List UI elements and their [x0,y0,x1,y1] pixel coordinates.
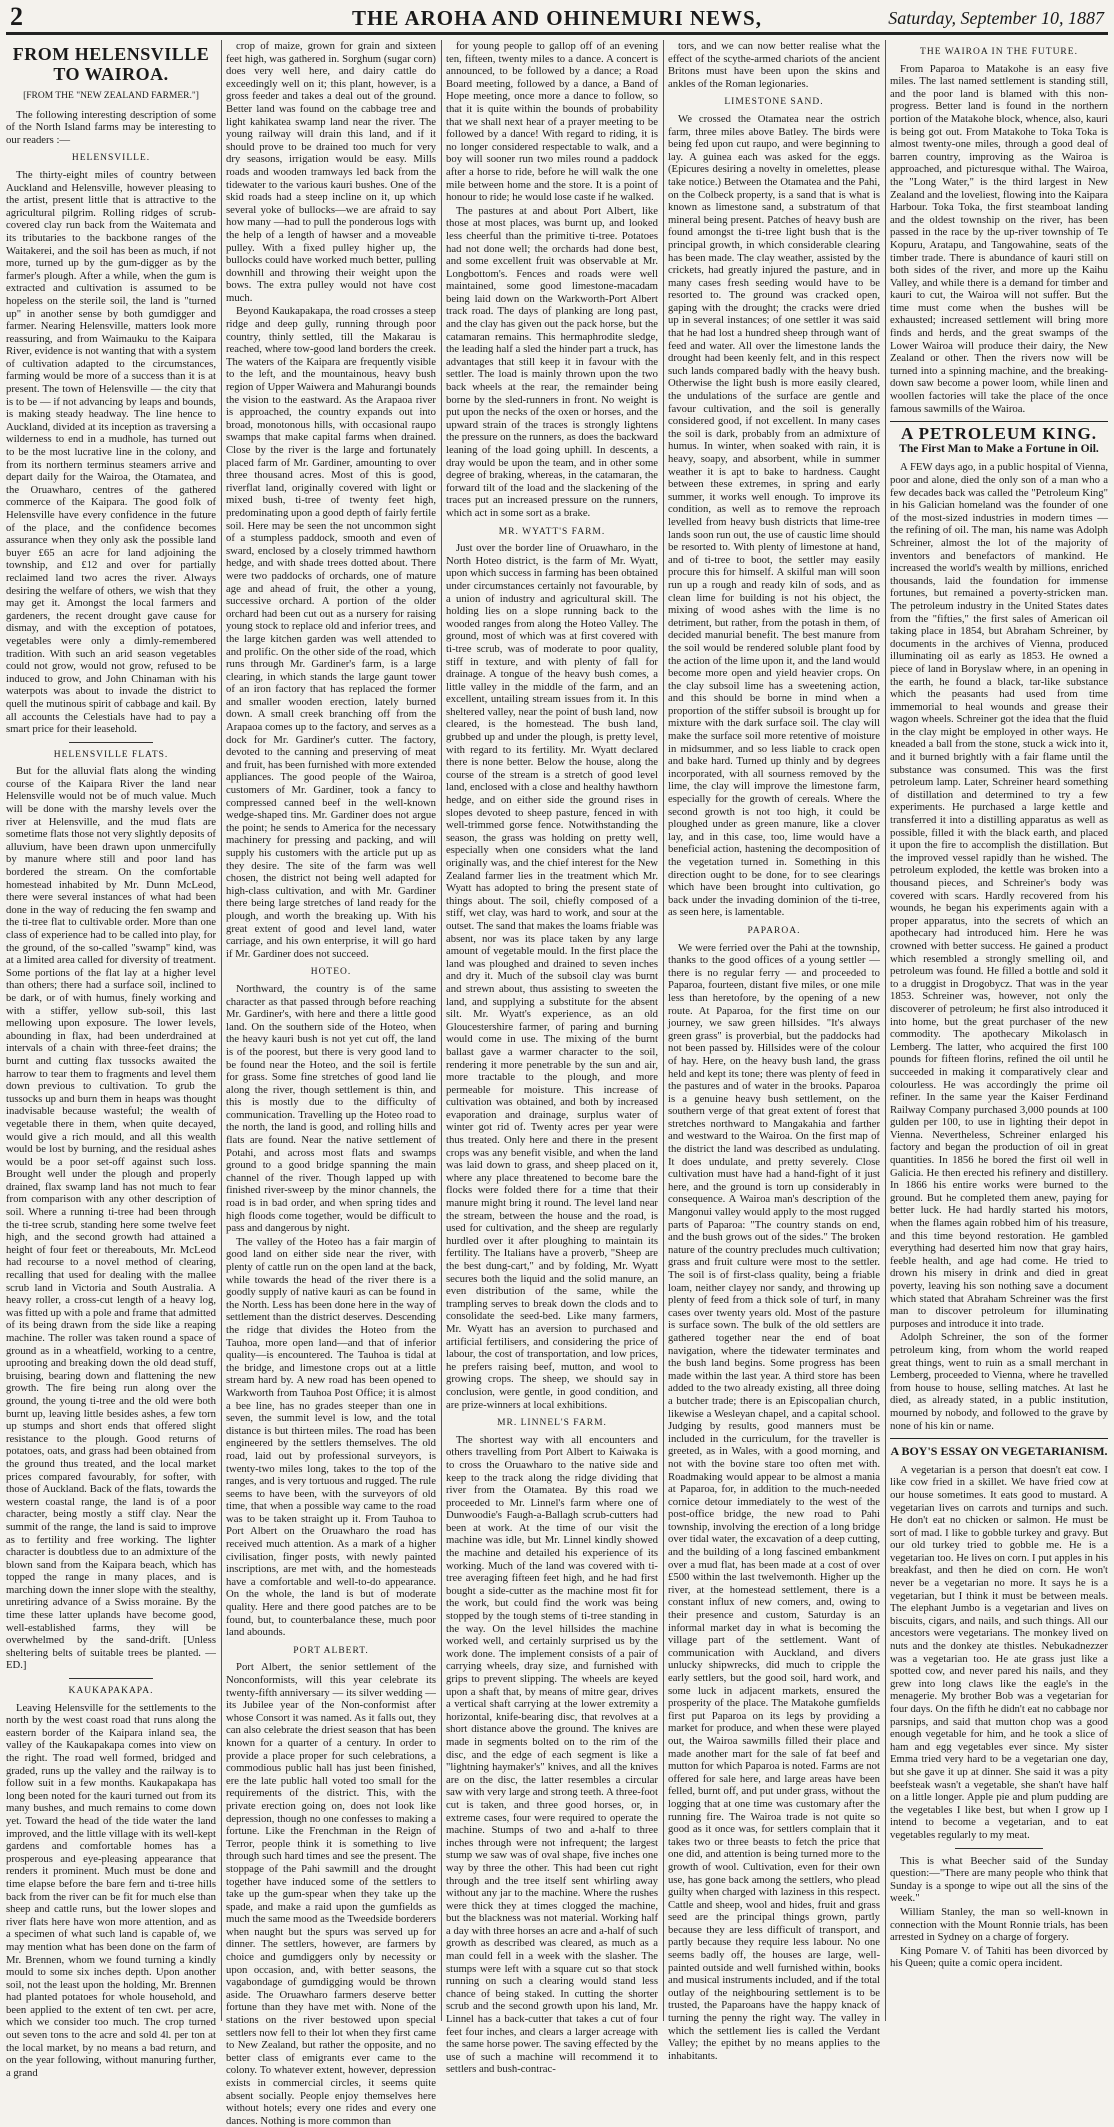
paragraph: William Stanley, the man so well-known in connection with the Mount Ronnie trials, has been arrested in Sydney on a charge of forgery. [890,1905,1108,1944]
paragraph: The following interesting description of some of the North Island farms may be interesting to our readers :— [6,108,216,146]
section-heading: PAPAROA. [747,925,801,936]
section-heading: HELENSVILLE FLATS. [53,749,169,760]
divider [69,1678,153,1679]
article-subheadline: The First Man to Make a Fortune in Oil. [899,442,1099,455]
column-rule [885,40,886,2021]
paragraph: Just over the border line of Oruawharo, in the North Hoteo district, is the farm of Mr. Wyatt, upon which success in farming has been obtained under circumstances certainly not favourable, by a union of industry and agricultural skill. The holding lies on a slope running back to the wooded ranges from along the Hoteo Valley. The ground, most of which was at first covered with ti-tree scrub, was of moderate to poor quality, stiff in texture, and with plenty of fall for drainage. A tongue of the heavy bush comes, a little valley in the middle of the farm, and an excellent, untailing stream issues from it. In this sheltered valley, near the point of bush land, now cleared, is the homestead. The bush land, grubbed up and under the plough, is pretty level, with regard to its fertility. Mr. Wyatt declared there is none better. Below the house, along the course of the stream is a stretch of good level land, enclosed with a close and healthy hawthorn hedge, and on either side the ground rises in slopes devoted to sheep pasture, fenced in with well-trimmed gorse fence. Notwithstanding the season, the grass was holding on pretty well, especially when one considers what the land originally was, and the chief interest for the New Zealand farmer lies in the treatment which Mr. Wyatt has adopted to bring the present state of things about. The soil, chiefly composed of a stiff, wet clay, was hard to work, and sour at the outset. The sand that makes the loams friable was absent, nor was its place taken by any large amount of vegetable mould. In the first place the land was ploughed and drained to seven inches and dry it. Much of the subsoil clay was burnt and strewn about, thus assisting to sweeten the land, and supplying a substitute for the absent silt. Mr. Wyatt's experience, as an old Gloucestershire farmer, of paring and burning would come in use. The mixing of the burnt ballast gave a warmer character to the soil, rendering it more penetrable by the sun and air, more tractable to the plough, and more permeable for moisture. This increase of cultivation was obtained, and both by increased evaporation and drainage, surplus water of winter got rid of. Twenty acres per year were thus treated. Only here and there in the present crops was any benefit visible, and when the land was laid down to grass, and sheep placed on it, where any place threatened to become bare the flocks were folded there for a time that their manure might bring it round. The level land near the stream, between the house and the road, is used for cultivation, and the sheep are regularly hurdled over it after ploughing to maintain its fertility. The Italians have a proverb, "Sheep are the best dung-cart," and by folding, Mr. Wyatt secures both the liquid and the solid manure, an even distribution of the same, while the trampling serves to break down the clods and to consolidate the seed-bed. Like many farmers, Mr. Wyatt has an aversion to purchased and artificial fertilisers, and considering the price of labour, the cost of transportation, and low prices, he prefers raising beef, mutton, and wool to growing crops. The sheep, we should say in conclusion, were gentle, in good condition, and are prize-winners at local exhibitions. [446,542,659,1411]
section-heading: KAUKAPAKAPA. [68,1686,154,1697]
column-3 [446,40,659,2076]
paragraph: The thirty-eight miles of country between Auckland and Helensville, however pleasing to the artist, present little that is attractive to the agricultural pilgrim. Rolling ridges of scrub-covered clay run back from the Waitemata and its tributaries to the backbone ranges of the Waitakerei, and the soil has been as much, if not more, turned up by the gum-digger as by the farmer's plough. After a while, when the gum is extracted and cultivation is assumed to be hopeless on the sterile soil, the land is "turned up" in another sense by both gumdigger and farmer. Nearing Helensville, matters look more reassuring, and from Waimauku to the Kaipara River, evidence is not wanting that with a system of cultivation adapted to the circumstances, farming would be more of a success than it is at present. The town of Helensville — the city that is to be — if not advancing by leaps and bounds, is making steady headway. The line hence to Auckland, divided at its inception as traversing a wilderness to end in a mudhole, has turned out to be the most lucrative line in the colony, and from its northern terminus steamers arrive and depart daily for the Wairoa, the Otamatea, and the Oruawharo, centres of the gathered commerce of the Kaipara. The good folk of Helensville have every confidence in the future of the place, and the confidence becomes assurance when they only ask the possible land buyer £65 an acre for land adjoining the township, and £12 and over for partially reclaimed land two acres the river. Always desiring the welfare of others, we wish that they may get it. Amongst the local farmers and gardeners, the recent drought gave cause for dismay, and with the exception of potatoes, vegetables were only a dimly-remembered tradition. With such an arid season vegetables could not grow, would not grow, refused to be induced to grow, and John Chinaman with his waterpots was about to invade the district to quell the mutinous spirit of cabbage and kail. By all accounts the Celestials have had to pay a smart price for their leasehold. [6,168,217,736]
column-rule [663,40,664,2021]
paragraph: This is what Beecher said of the Sunday question:—"There are many people who think that Sunday is a sponge to wipe out all the sins of the week." [890,1854,1108,1905]
masthead [6,2,1108,34]
newspaper-title: THE AROHA AND OHINEMURI NEWS, [352,6,762,30]
paragraph: Northward, the country is of the same character as that passed through before reaching Mr. Gardiner's, with here and there a little good land. On the southern side of the Hoteo, when the heavy kauri bush is not yet cut off, the land is of the poorest, but there is very good land to be found near the Hoteo, and the soil is fertile for grass. Some fine stretches of good land lie along the river, though settlement is thin, and this is mostly due to the difficulty of communication. Travelling up the Hoteo road to the north, the land is good, and rolling hills and flats are found. Near the native settlement of Potahi, and across most flats and swamps ground to a good bridge spanning the main channel of the river. Though lapped up with finished river-sweep by the minor channels, the road is in bad order, and when spring tides and high floods come together, would be difficult to pass and dangerous by night. [226,982,436,1235]
divider [890,1438,1108,1439]
page-number: 2 [10,2,23,31]
paragraph: A FEW days ago, in a public hospital of Vienna, poor and alone, died the only son of a man who a few decades back was called the "Petroleum King" in his Galician homeland was the founder of one of the most-sized industries in modern times — the refining of oil. The man, his name was Adolph Schreiner, almost the lot of the majority of inventors and benefactors of mankind. He increased the world's wealth by millions, enriched thousands, laid the foundation for immense fortunes, but remained a poverty-stricken man. The petroleum industry in the United States dates from the "fifties," the first sales of American oil taking place in 1854, but Abraham Schreiner, by documents in the archives of Vienna, produced illuminating oil as early as 1853. He owned a piece of land in Boryslaw where, in an opening in the earth, he found a black, tar-like substance which the peasants had used from time immemorial to heal wounds and grease their wagon wheels. Schreiner got the idea that the fluid in the clay might be employed in other ways. He kneaded a ball from the stone, stuck a wick into it, and it burned brightly with a fair flame until the substance was consumed. This was the first petroleum lamp. Later, Schreiner heard something of distillation and determined to try a few experiments. He purchased a large kettle and transferred it into a distilling apparatus as well as possible, filled it with the black earth, and placed it upon the fire to accomplish the distillation. But the improved vessel rapidly than he wished. The petroleum exploded, the kettle was broken into a thousand pieces, and Schreiner's body was covered with scars. Hardly recovered from his wounds, he began his experiments again with a proper apparatus, into the secrets of which an apothecary had introduced him. Here he was crowned with better success. He gained a product which resembled a strongly smelling oil, and petroleum was found. He filled a bottle and sold it to a druggist in Drogobycz. That was in the year 1853. Schreiner was, however, not only the discoverer of petroleum; he first also introduced it into home, but the great purchaser of the new commodity. The apothecary Mikolasch in Lemberg. The latter, who acquired the first 100 pounds for fifteen florins, refined the oil until he succeeded in making it comparatively clear and colourless. He was accordingly the prime oil refiner. In the same year the Kaiser Ferdinand Railway Company purchased 3,000 pounds at 100 gulden per 100, to use in lighting their depot in Vienna. Nevertheless, Schreiner enlarged his factory and began the production of oil in great quantities. In 1856 he bored the first oil well in Galicia. He then erected his refinery and distillery. In 1866 his entire works were burned to the ground. But he completed them anew, paying for better luck. He had hardly started his motors, when the flames again robbed him of his treasure, and this time beyond restoration. He gambled everything had deserted him now that gray hairs, feeble health, and age had come. He tried to drown his misery in drink and died in great poverty, leaving his son nothing save a document which stated that Abraham Schreiner was the first man to discover petroleum for illuminating purposes and introduce it into trade. [890,461,1108,1330]
paragraph: Adolph Schreiner, the son of the former petroleum king, from whom the world reaped great things, went to ruin as a small merchant in Lemberg, proceeded to Vienna, where he travelled from house to house, selling matches. At last he died, as already stated, in a public institution, mourned by nobody, and followed to the grave by none of his kin or name. [890,1331,1108,1432]
article-source: [FROM THE "NEW ZEALAND FARMER."] [23,91,199,101]
column-1 [6,40,217,2079]
paragraph: tors, and we can now better realise what the effect of the scythe-armed chariots of the ancient Britons must have been upon the skins and ankles of the Roman legionaries. [668,40,880,90]
article-headline: FROM HELENSVILLE TO WAIROA. [12,44,210,84]
column-2 [226,40,436,2127]
paragraph: Beyond Kaukapakapa, the road crosses a steep ridge and deep gully, running through poor country, thinly settled, till the Makarau is reached, where tow-good land borders the creek. The waters of the Kaipara are frequently visible to the left, and the mountainous, heavy bush region of Upper Waiwera and Mahurangi bounds the vision to the eastward. As the Arapaoa river is approached, the country expands out into broad, monotonous hills, with occasional raupo swamps that make capital farms when drained. Close by the river is the large and fortunately placed farm of Mr. Gardiner, amounting to over three thousand acres. Most of this is good, riverflat land, originally covered with light or mixed bush, ti-tree of twenty feet high, predominating upon a good depth of fairly fertile soil. Here may be seen the not uncommon sight of a stumpless paddock, smooth and even of sward, enclosed by a closely trimmed hawthorn hedge, and with shade trees dotted about. There were two paddocks of orchards, one of mature age and ahead of fruit, the other a young, successive orchard. A portion of the older orchard had been cut out as a nursery for raising young stock to replace old and inferior trees, and the large kitchen garden was well attended to and prolific. On the other side of the road, which runs through Mr. Gardiner's farm, is a large clearing, in which stands the large gaunt tower of an iron factory that has replaced the former and smaller wooden erection, lately burned down. A small creek branching off from the Arapaoa comes up to the factory, and serves as a dock for Mr. Gardiner's cutter. The factory, devoted to the canning and preserving of meat and fruit, has been furnished with more extended appliances. The good people of the Wairoa, customers of Mr. Gardiner, took a fancy to compressed canned beef in the well-known wedge-shaped tins. Mr. Gardiner does not argue the point; he sends to America for the necessary machinery for pressing and packing, and will supply his customers with the article put up as they desire. The site of the farm was well chosen, the district not being well adapted for high-class cultivation, and with Mr. Gardiner there being large stretches of land ready for the plough, and worth the breaking up. With his great extent of good and level land, water carriage, and his own enterprise, it will go hard if Mr. Gardiner does not succeed. [226,305,436,960]
column-rule [221,40,222,2021]
section-heading: MR. LINNEL'S FARM. [497,1418,607,1429]
divider [955,1848,1042,1849]
column-5 [890,40,1108,2021]
section-heading: PORT ALBERT. [293,1645,369,1656]
masthead-rule [6,34,1108,35]
paragraph: The valley of the Hoteo has a fair margin of good land on either side near the river, with plenty of cattle run on the open land at the back, while towards the head of the river there is a goodly supply of native kauri as can be found in the North. Less has been done here in the way of settlement than the district deserves. Descending the ridge that divides the Hoteo from the Tauhoa, more open land—and that of inferior quality—is encountered. The Tauhoa is tidal at the bridge, and limestone crops out at a little stream hard by. A new road has been opened to Warkworth from Tauhoa Post Office; it is almost a bee line, has no grades steeper than one in seven, the summit level is low, and the total distance is but thirteen miles. The road has been engineered by the settlers themselves. The old road, laid out by professional surveyors, is twenty-two miles long, takes to the top of the ranges, and is very tortuous and rugged. The rule seems to have been, with the surveyors of old time, that when a possible way came to the road was to be taken straight up it. From Tauhoa to Port Albert on the Oruawharo the road has received much attention. As a mark of a higher civilisation, finger posts, with newly painted inscriptions, are met with, and the homesteads have a comfortable and well-to-do appearance. On the whole, the land is but of moderate quality. Here and there good patches are to be found, but, to counterbalance these, much poor land abounds. [226,1235,436,1639]
column-rule [441,40,442,2021]
paragraph: The shortest way with all encounters and others travelling from Port Albert to Kaiwaka is to cross the Oruawharo to the native side and keep to the track along the ridge dividing that river from the Otamatea. By this road we proceeded to Mr. Linnel's farm where one of Dunwoodie's Faugh-a-Ballagh scrub-cutters had been at work. At the time of our visit the machine was idle, but Mr. Linnel kindly showed the machine and detailed his experience of its working. Much of the land was covered with ti-tree averaging fifteen feet high, and he had first bought a side-cutter as the machine most fit for the work, but could find the work was being stopped by the tough stems of ti-tree standing in the way. On the level hillsides the machine worked well, and certainly surprised us by the work done. The implement consists of a pair of carrying wheels, dray size, and furnished with grips to prevent slipping. The wheels are keyed upon a shaft that, by means of mitre gear, drives a vertical shaft carrying at the lower extremity a horizontal, knife-bearing disc, that revolves at a short distance above the ground. The knives are made in segments bolted on to the rim of the disc, and the edge of each segment is like a "lightning haymaker's" knives, and all the knives are on the disc, the latter resembles a circular saw with very large and strong teeth. A three-foot cut is taken, and three good horses, or, in extreme cases, four were required to operate the machine. Stumps of two and a-half to three inches through were not infrequent; the largest stump we saw was of oval shape, five inches one way by three the other. This had been cut right through and the tree itself sent whirling away without any jar to the machine. Where the rushes were thick they at times clogged the machine, but the blackness was not material. Working half a day with three horses an acre and a-half of such growth as described was cleared, as much as a man could fell in a week with the slasher. The stumps were left with a square cut so that stock running on such a clearing would stand less chance of being staked. In cutting the shorter scrub and the second growth upon his land, Mr. Linnel has a back-cutter that takes a cut of four feet four inches, and clears a larger acreage with the same horse power. The saving effected by the use of such a machine will recommend it to settlers and bush-contrac- [446,1433,658,2076]
issue-date: Saturday, September 10, 1887 [888,8,1104,28]
section-heading: THE WAIROA IN THE FUTURE. [920,47,1078,57]
article-headline: A BOY'S ESSAY ON VEGETARIANISM. [890,1444,1108,1459]
paragraph: A vegetarian is a person that doesn't eat cow. I like cow fried in a skillet. We have fried cow at our house sometimes. It eats good to mustard. A vegetarian lives on carrots and turnips and such. He don't eat no chicken or salmon. He must be sort of mad. I like to gobble turkey and gravy. But our old turkey tried to gobble me. He is a vegetarian too. He lives on corn. I put apples in his breakfast, and then he died on corn. He won't never be a vegetarian no more. It says he is a vegetarian, but I think it must be between meals. The elephant Jumbo is a vegetarian and lives on biscuits, cigars, and nails, and such things. All our ancestors were vegetarians. The monkey lived on nuts and the donkey ate thistles. Nebukadnezzer was a vegetarian too. He ate grass just like a spotted cow, and never pared his nails, and they grew into long claws like the eagle's in the menagerie. My brother Bob was a vegetarian for four days. On the fifth he didn't eat no cabbage nor parsnips, and said that mutton chop was a good enough vegetable for him, and he took a slice of ham and egg vegetables ever since. My sister Emma tried very hard to be a vegetarian one day, but she gave it up at dinner. She said it was a pity beefsteak wasn't a vegetable, she shan't have half on a little longer. Apple pie and plum pudding are the vegetables I like best, but when I grow up I intend to become a vegetarian, and to eat vegetables regularly to my meat. [890,1463,1108,1841]
paragraph: We crossed the Otamatea near the ostrich farm, three miles above Batley. The birds were being fed upon cut raupo, and were beginning to lay. A guinea each was asked for the eggs. (Epicures desiring a novelty in omelettes, please take notice.) Between the Otamatea and the Pahi, on the Colbeck property, is a sand that is what is known as limestone sand, a substratum of that mineral being present. Patches of heavy bush are found amongst the ti-tree light bush that is the principal growth, in which considerable clearing has been made. The clay weather, assisted by the crickets, had greatly injured the pasture, and in many cases fresh seeding would have to be resorted to. The ground was cracked open, gaping with the drought; the cracks were dried up in several instances; of one settler it was said that he had lost a hundred sheep through want of feed and water. All over the limestone lands the drought had been keenly felt, and in this respect such lands compared badly with the heavy bush. Otherwise the light bush is more easily cleared, the undulations of the surface are gentle and favour cultivation, and the soil is generally considered good, if not excellent. In many cases the soil is dark, probably from an admixture of humus. In winter, when soaked with rain, it is heavy, soapy, and absorbent, while in summer weather it is apt to bake to hardness. Caught between these extremes, in spring and early summer, it works well enough. To improve its condition, as well as to remove the reproach levelled from heavy bush districts that lime-tree lands soon run out, the use of caustic lime should be resorted to. With plenty of limestone at hand, and of ti-tree to boot, the settler may easily procure this for himself. A skilful man will soon run up a rough and ready kiln of sods, and as clean lime for building is not his object, the mixing of wood ashes with the lime is no detriment, but rather, from the potash in them, of decided manurial benefit. The best manure from the soil would be rendered soluble plant food by the action of the lime upon it, and the land would become more open and yield heavier crops. On the clay subsoil lime has a sweetening action, and this should be borne in mind when a proportion of the stiffer subsoil is brought up for mixture with the dark surface soil. The clay will make the surface soil more retentive of moisture in midsummer, and so less liable to crack open and bake hard. Turned up thinly and by degrees incorporated, with all sourness removed by the lime, the clay will improve the limestone farm, especially for the growth of cereals. Where the second growth is not too high, it could be ploughed under as green manure, like a clover lay, and in this case, too, lime would have a beneficial action, hastening the decomposition of the vegetation turned in. Something in this direction ought to be done, for to see clearings which have been brought into cultivation, go back under the invading dominion of the ti-tree, as seen here, is lamentable. [668,112,880,919]
paragraph: From Paparoa to Matakohe is an easy five miles. The last named settlement is standing still, and the poor land is blamed with this non-progress. Better land is found in the northern portion of the Matakohe block, whence, also, kauri is being got out. From Matakohe to Toka Toka is almost twenty-one miles, through a good deal of barren country, improving as the Wairoa is approached, and picturesque withal. The Wairoa, the "Long Water," is the third largest in New Zealand and the loveliest, flowing into the Kaipara Harbour. Toka Toka, the first steamboat landing and the oldest township on the river, has been passed in the race by the up-river township of Te Kopuru, Aratapu, and Tangowahine, seats of the timber trade. There is abundance of kauri still on both sides of the river, and more up the Kaihu Valley, and while there is a demand for timber and kauri to cut, the Wairoa will not suffer. But the time must come when the bushes will be exhausted; increased settlement will bring more finds and herds, and the great swamps of the Lower Wairoa will produce their dairy, the New Zealand or other. Then the rivers now will be turned into a spinning machine, and the breaking-down saw become a power loom, while linen and woollen factories will take the place of the once famous sawmills of the Wairoa. [890,62,1108,415]
paragraph: Port Albert, the senior settlement of the Nonconformists, will this year celebrate its twenty-fifth anniversary — its silver wedding — its Jubilee year of the Non-conformist after whose Consort it was named. As it falls out, they can also celebrate the driest season that has been known for a quarter of a century. In order to provide a place proper for such celebrations, a commodious public hall has just been finished, ere the late public hall voted too small for the requirements of the district. This, with the private erection going on, does not look like depression, though no one confesses to making a fortune. Like the Frenchman in the Reign of Terror, people think it is something to live through such hard times and see the present. The stoppage of the Pahi sawmill and the drought together have induced some of the settlers to take up the gum-spear when they take up the spade, and make a raid upon the gumfields as much the same mood as the Tweedside borderers when naught but the spurs was served up for dinner. The settlers, however, are farmers by choice and gumdiggers only by necessity or upon occasion, and, with better seasons, the vagabondage of gumdigging would be thrown aside. The Oruawharo farmers deserve better fortune than they have met with. None of the stations on the river bestowed upon special settlers now fell to their lot when they first came to New Zealand, but rather the opposite, and no better class of emigrants ever came to the colony. To whatever extent, however, depression exists in commercial circles, it seems quite absent socially. People enjoy themselves here without hotels; every one rides and every one dances. Nothing is more common than [226,1661,436,2127]
paragraph: for young people to gallop off of an evening ten, fifteen, twenty miles to a dance. A concert is announced, to be followed by a dance; a Road Board meeting, followed by a dance, a Band of Hope meeting, once more a dance to follow, so that it is quite within the bounds of probability that we shall next hear of a prayer meeting to be followed by a dance! With regard to riding, it is no longer considered respectable to walk, and a boy will sooner run two miles round a paddock after a horse to ride, before he will walk the one mile between home and the store. It is a point of honour to ride; he would lose caste if he walked. [446,40,658,204]
section-heading: MR. WYATT'S FARM. [498,526,606,537]
paragraph: But for the alluvial flats along the winding course of the Kaipara River the land near Helensville would not be of much value. Much will be done with the marshy levels over the river at Helensville, and the mud flats are sometime flats those not very slightly deposits of alluvium, have been drawn upon unmercifully by manure where still and poor land has bordered the stream. On the comfortable homestead inhabited by Mr. Dunn McLeod, there were several instances of what had been done in the way of reducing the fen swamp and the ti-tree flat to cultivable order. More than one class of experience had to be called into play, for the ground, of the so-called "swamp" kind, was at a limited area called for diversity of treatment. Some portions of the flat lay at a higher level than others; there had a surface soil, inclined to be dark, or of with humus, finely working and with a stiffer, yellow sub-soil, this last mellowing upon exposure. The lower levels, abounding in flax, had been underdrained at intervals of a chain with three-feet drains; the burnt and cutting flax tussocks awaited the harrow to tear them to fragments and level them down previous to cultivation. To grub the tussocks up and burn them in heaps was thought inadvisable because wasteful; the wealth of vegetable there in them, when quite decayed, would give a rich mould, and all this wealth would be lost by burning, and the residual ashes would be a poor set-off against such loss. Brought well under the plough and properly drained, flax swamp land has not much to fear from comparison with any other description of soil. Where a running ti-tree had been through the ti-tree scrub, standing here some twelve feet high, and the second growth had attained a height of four feet or thereabouts, Mr. McLeod had recourse to a novel method of clearing, recalling that used for dealing with the mallee scrub land in Victoria and South Australia. A heavy roller, a cross-cut length of a heavy log, was fitted up with a pole and frame that admitted of its being drawn from the side like a reaping machine. The roller was taken round a space of ground as in a wheatfield, working to a centre, uprooting and breaking down the old dead stuff, bruising, bearing down and flattening the new growth. The fire being run along over the ground, the young ti-tree and the old were both burnt up, leaving little besides ashes, a few torn up stumps and short ends that offered slight resistance to the plough. Good returns of potatoes, oats, and grass had been obtained from the ground thus treated, and the local market prices compared favourably, for softer, with those of Auckland. Back of the flats, towards the western coastal range, the land is of a poor character, being mostly a stiff clay. Near the summit of the range, the land is said to improve as to fertility and free working. The lighter character is doubtless due to an admixture of the blown sand from the Kaipara beach, which has topped the range in many places, and is marching down the inner slope with the stealthy, unretiring advance of a Swiss moraine. By the time these latter uplands have become good, well-established farms, they will be overwhelmed by the sand-drift. [Unless sheltering belts of suitable trees be planted. —ED.] [6,765,216,1672]
article-headline: A PETROLEUM KING. [901,424,1097,444]
divider [890,421,1108,422]
column-4 [668,40,880,2062]
paragraph: We were ferried over the Pahi at the township, thanks to the good offices of a young settler — there is no regular ferry — and proceeded to Paparoa, fourteen, distant five miles, or one mile less than heretofore, by the opening of a new route. At Paparoa, for the first time on our journey, we saw green hillsides. "It's always green grass" is proverbial, but the paddocks had not been passed by. Hillsides were of the colour of hay. Here, on the heavy bush land, the grass held and kept its tone; there was plenty of feed in the pastures and of water in the brooks. Paparoa is a genuine heavy bush settlement, on the southern verge of that great extent of forest that stretches northward to Mangakahia and farther and westward to the Wairoa. On the first map of the district the land was described as undulating. It does undulate, and pretty severely. Close cultivation must have had a hand-fight of it just here, and the ground is torn up considerably in consequence. A Wairoa man's description of the Mangonui valley would apply to the most rugged parts of Paparoa: "The country stands on end, and the bush grows out of the sides." The broken nature of the country precludes much cultivation; grass and fruit culture were most to the settler. The soil is of first-class quality, being a friable loam, neither clayey nor sandy, and throwing up plenty of feed from a thick sole of turf, in many cases over twenty years old. Most of the pasture is surface sown. The bulk of the old settlers are gathered together near the end of boat navigation, where the tidewater terminates and the bush land begins. Some progress has been made within the last year. A third store has been added to the two already existing, all three doing a butcher trade; there is an Episcopalian church, likewise a Wesleyan chapel, and a capital school. Judging by results, good manners must be included in the curriculum, for the traveller is greeted, as in Wales, with a good morning, and not with the bovine stare too often met with. Roadmaking would appear to be almost a mania at Paparoa, for, in addition to the much-needed cornice detour immediately to the west of the post-office bridge, the new road to Pahi township, involving the erection of a long bridge over tidal water, the excavation of a deep cutting, and the building of a long fascined embankment over a mud flat, has been made at a cost of over £500 within the last twelvemonth. Higher up the river, at the homestead settlement, there is a constant influx of new comers, and, owing to their presence and custom, Saturday is an informal market day in what is becoming the village part of the settlement. Want of communication with Auckland, and divers unlucky shipwrecks, did much to cripple the early settlers, but the good soil, hard work, and some luck in adjacent markets, ensured the prosperity of the place. The Matakohe gumfields first put Paparoa on its legs by providing a market for produce, and when these were played out, the Wairoa sawmills filled their place and made another mart for the sale of fat beef and mutton for which Paparoa is noted. Farms are not offered for sale here, and large areas have been felled, burnt off, and put under grass, without the logging that at one time was customary after the running fire. The Wairoa trade is not quite so good as it once was, for settlers complain that it takes two or three beasts to fetch the price that one did, and attention is being turned more to the growth of wool. Cultivation, even for their own use, has gone back among the settlers, who plead guilty when charged with laziness in this respect. Cattle and sheep, wool and hides, fruit and grass seed are the principal things grown, partly because they are less difficult of transport, and partly because they require less labour. No one seems badly off, the houses are large, well-painted outside and well furnished within, books and musical instruments included, and if the total outlay of the neighbouring settlement is to be trusted, the Paparoans have the happy knack of turning the penny the right way. The valley in which the settlement lies is called the Verdant Valley; the epithet by no means applies to the inhabitants. [668,941,880,2062]
section-heading: HELENSVILLE. [71,153,151,164]
paragraph: Leaving Helensville for the settlements to the north by the west coast road that runs along the eastern border of the Kaipara inland sea, the valley of the Kaukapakapa comes into view on the right. The road well formed, bridged and graded, runs up the valley and the railway is to follow suit in a few months. Kaukapakapa has long been noted for the kauri turned out from its many bushes, and much remains to come down yet. Toward the head of the tide water the land improved, and the little village with its well-kept gardens and comfortable homes has a prosperous and eye-pleasing appearance that renders it prominent. Much must be done and time elapse before the bare fern and ti-tree hills back from the river can be fit for much else than sheep and cattle runs, but the lower slopes and river flats here have won more attention, and as a specimen of what such land is capable of, we may mention what has been done on the farm of Mr. Brennen, whom we found turning a kindly mould to some six inches depth. Upon another soil, not the least upon the holding, Mr. Brennen had planted potatoes for whole household, and been applied to the extent of ten cwt. per acre, which we consider too much. The crop turned out seven tons to the acre and sold 4l. per ton at the local market, by no means a bad return, and on the year following, without manuring further, a grand [6,1701,216,2079]
section-heading: LIMESTONE SAND. [724,97,824,108]
paragraph: crop of maize, grown for grain and sixteen feet high, was gathered in. Sorghum (sugar corn) does very well here, and dairy cattle do exceedingly well on it; this plant, however, is a gross feeder and takes a deal out of the ground. Better land was found on the cabbage tree and light kahikatea swamp land near the river. The young railway will drain this land, and if it should prove to be drained too much for very dry seasons, irrigation would be easy. Mills roads and wooden tramways led back from the tidewater to the various kauri bushes. One of the skid roads had a steep incline on it, up which several yoke of bullocks—we are afraid to say how many —had to pull the ponderous logs with the help of a length of hawser and a moveable pulley. With a fixed pulley higher up, the bullocks could have worked much better, pulling downhill and throwing their weight upon the bows. The extra pulley would not have cost much. [226,40,436,304]
section-heading: HOTEO. [310,967,352,978]
paragraph: King Pomare V. of Tahiti has been divorced by his Queen; quite a comic opera incident. [890,1944,1108,1970]
paragraph: The pastures at and about Port Albert, like those at most places, was burnt up, and looked less cheerful than the primitive ti-tree. Potatoes had not done well; the orchards had done best, and some excellent fruit was observable at Mr. Longbottom's. Fences and roads were well maintained, some good limestone-macadam being laid down on the Warkworth-Port Albert track road. The days of planking are long past, and the clay has given out the pack horse, but the catamaran remains. This hermaphrodite sledge, the leading half a sled the hinder part a truck, has advantages that still keep it in favour with the settler. The load is mainly thrown upon the two back wheels at the rear, the remainder being borne by the sled-runners in front. No weight is put upon the necks of the oxen or horses, and the upward strain of the traces is strongly lightens the pressure on the runners, as does the backward leaning of the load going uphill. In descents, a dray would be upon the team, and in other some degree of braking, whereas, in the catamaran, the forward tilt of the load and the slackening of the traces put an increased pressure on the runners, which act in some sort as a brake. [446,204,658,519]
divider [69,742,153,743]
